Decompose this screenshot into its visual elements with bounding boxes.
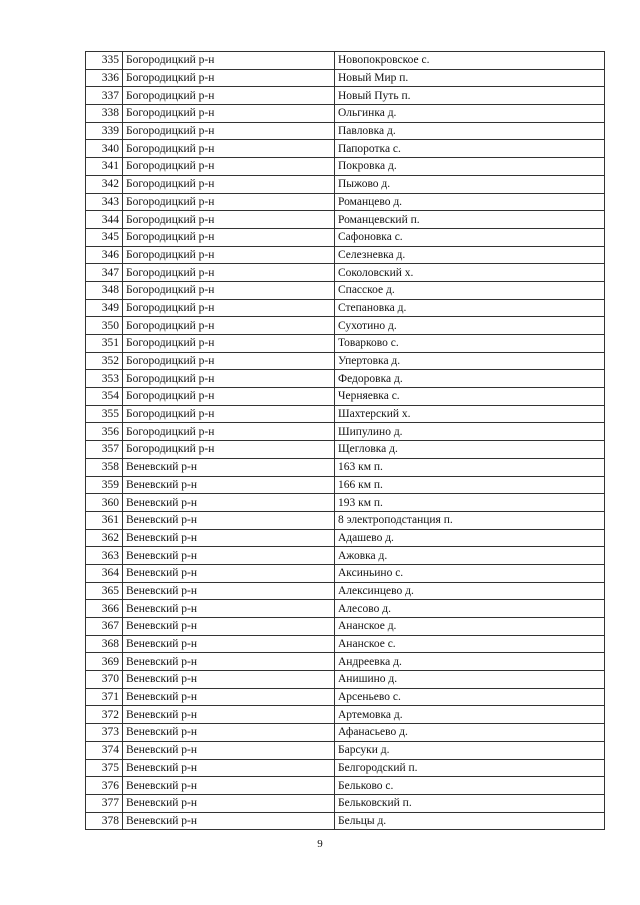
row-number-cell: 357: [86, 441, 123, 459]
district-cell: Веневский р-н: [123, 511, 335, 529]
settlement-cell: Шипулино д.: [335, 423, 605, 441]
row-number-cell: 367: [86, 618, 123, 636]
row-number-cell: 344: [86, 211, 123, 229]
row-number-cell: 364: [86, 564, 123, 582]
district-cell: Богородицкий р-н: [123, 335, 335, 353]
row-number-cell: 368: [86, 635, 123, 653]
row-number-cell: 376: [86, 777, 123, 795]
row-number-cell: 350: [86, 317, 123, 335]
row-number-cell: 361: [86, 511, 123, 529]
settlement-cell: Новопокровское с.: [335, 52, 605, 70]
district-cell: Веневский р-н: [123, 706, 335, 724]
row-number-cell: 343: [86, 193, 123, 211]
row-number-cell: 362: [86, 529, 123, 547]
settlement-cell: Бельковский п.: [335, 794, 605, 812]
settlement-cell: Артемовка д.: [335, 706, 605, 724]
settlement-cell: Новый Путь п.: [335, 87, 605, 105]
row-number-cell: 374: [86, 741, 123, 759]
settlement-cell: Алесово д.: [335, 600, 605, 618]
row-number-cell: 353: [86, 370, 123, 388]
table-row: [86, 370, 605, 388]
table-row: [86, 582, 605, 600]
district-cell: Богородицкий р-н: [123, 193, 335, 211]
table-row: [86, 193, 605, 211]
district-cell: Веневский р-н: [123, 759, 335, 777]
district-cell: Веневский р-н: [123, 476, 335, 494]
row-number-cell: 352: [86, 352, 123, 370]
district-cell: Веневский р-н: [123, 724, 335, 742]
row-number-cell: 354: [86, 388, 123, 406]
row-number-cell: 346: [86, 246, 123, 264]
settlement-cell: 166 км п.: [335, 476, 605, 494]
district-cell: Богородицкий р-н: [123, 105, 335, 123]
district-cell: Веневский р-н: [123, 582, 335, 600]
settlement-cell: Романцевский п.: [335, 211, 605, 229]
row-number-cell: 359: [86, 476, 123, 494]
settlement-cell: 193 км п.: [335, 494, 605, 512]
table-row: [86, 140, 605, 158]
settlement-cell: Сухотино д.: [335, 317, 605, 335]
district-cell: Богородицкий р-н: [123, 158, 335, 176]
row-number-cell: 378: [86, 812, 123, 830]
district-cell: Веневский р-н: [123, 618, 335, 636]
table-row: [86, 423, 605, 441]
district-cell: Богородицкий р-н: [123, 87, 335, 105]
district-cell: Веневский р-н: [123, 635, 335, 653]
district-cell: Веневский р-н: [123, 671, 335, 689]
row-number-cell: 356: [86, 423, 123, 441]
table-row: [86, 352, 605, 370]
settlement-cell: Бельково с.: [335, 777, 605, 795]
settlement-cell: Павловка д.: [335, 122, 605, 140]
row-number-cell: 365: [86, 582, 123, 600]
table-body: [86, 52, 605, 830]
table-row: [86, 317, 605, 335]
row-number-cell: 360: [86, 494, 123, 512]
district-cell: Богородицкий р-н: [123, 423, 335, 441]
district-cell: Богородицкий р-н: [123, 441, 335, 459]
row-number-cell: 372: [86, 706, 123, 724]
table-row: [86, 105, 605, 123]
district-cell: Богородицкий р-н: [123, 228, 335, 246]
row-number-cell: 336: [86, 69, 123, 87]
table-row: [86, 812, 605, 830]
district-cell: Богородицкий р-н: [123, 175, 335, 193]
row-number-cell: 371: [86, 688, 123, 706]
table-row: [86, 388, 605, 406]
settlement-cell: Романцево д.: [335, 193, 605, 211]
table-row: [86, 564, 605, 582]
table-row: [86, 741, 605, 759]
district-cell: Веневский р-н: [123, 529, 335, 547]
settlement-cell: Черняевка с.: [335, 388, 605, 406]
row-number-cell: 366: [86, 600, 123, 618]
row-number-cell: 342: [86, 175, 123, 193]
table-row: [86, 441, 605, 459]
row-number-cell: 338: [86, 105, 123, 123]
table-row: [86, 246, 605, 264]
table-row: [86, 671, 605, 689]
settlement-cell: Адашево д.: [335, 529, 605, 547]
table-row: [86, 794, 605, 812]
district-cell: Веневский р-н: [123, 653, 335, 671]
row-number-cell: 351: [86, 335, 123, 353]
district-cell: Богородицкий р-н: [123, 140, 335, 158]
row-number-cell: 349: [86, 299, 123, 317]
district-cell: Богородицкий р-н: [123, 370, 335, 388]
settlement-cell: Афанасьево д.: [335, 724, 605, 742]
settlement-cell: Ананское д.: [335, 618, 605, 636]
settlement-cell: Щегловка д.: [335, 441, 605, 459]
row-number-cell: 375: [86, 759, 123, 777]
row-number-cell: 348: [86, 281, 123, 299]
row-number-cell: 347: [86, 264, 123, 282]
row-number-cell: 345: [86, 228, 123, 246]
district-cell: Богородицкий р-н: [123, 264, 335, 282]
settlement-cell: Арсеньево с.: [335, 688, 605, 706]
table-row: [86, 158, 605, 176]
table-row: [86, 211, 605, 229]
settlement-cell: Соколовский х.: [335, 264, 605, 282]
table-row: [86, 494, 605, 512]
table-row: [86, 458, 605, 476]
table-row: [86, 405, 605, 423]
settlement-cell: Анишино д.: [335, 671, 605, 689]
table-row: [86, 724, 605, 742]
settlement-cell: 163 км п.: [335, 458, 605, 476]
page-number: 9: [317, 838, 323, 850]
table-row: [86, 547, 605, 565]
settlement-cell: Спасское д.: [335, 281, 605, 299]
district-cell: Богородицкий р-н: [123, 388, 335, 406]
table-row: [86, 281, 605, 299]
district-cell: Богородицкий р-н: [123, 405, 335, 423]
table-row: [86, 175, 605, 193]
district-cell: Богородицкий р-н: [123, 281, 335, 299]
district-cell: Богородицкий р-н: [123, 52, 335, 70]
settlement-cell: Шахтерский х.: [335, 405, 605, 423]
settlement-cell: Упертовка д.: [335, 352, 605, 370]
district-cell: Богородицкий р-н: [123, 211, 335, 229]
table-row: [86, 264, 605, 282]
row-number-cell: 377: [86, 794, 123, 812]
district-cell: Богородицкий р-н: [123, 122, 335, 140]
district-cell: Веневский р-н: [123, 547, 335, 565]
district-cell: Богородицкий р-н: [123, 352, 335, 370]
table-row: [86, 653, 605, 671]
table-row: [86, 228, 605, 246]
row-number-cell: 369: [86, 653, 123, 671]
settlement-cell: Покровка д.: [335, 158, 605, 176]
settlement-cell: Папоротка с.: [335, 140, 605, 158]
row-number-cell: 363: [86, 547, 123, 565]
settlement-cell: Товарково с.: [335, 335, 605, 353]
settlement-cell: 8 электроподстанция п.: [335, 511, 605, 529]
table-row: [86, 688, 605, 706]
district-cell: Веневский р-н: [123, 812, 335, 830]
settlement-cell: Новый Мир п.: [335, 69, 605, 87]
district-cell: Веневский р-н: [123, 564, 335, 582]
district-cell: Веневский р-н: [123, 794, 335, 812]
district-cell: Богородицкий р-н: [123, 299, 335, 317]
district-cell: Веневский р-н: [123, 494, 335, 512]
row-number-cell: 337: [86, 87, 123, 105]
district-cell: Богородицкий р-н: [123, 246, 335, 264]
settlement-cell: Белгородский п.: [335, 759, 605, 777]
settlement-cell: Сафоновка с.: [335, 228, 605, 246]
table-row: [86, 335, 605, 353]
table-row: [86, 600, 605, 618]
settlement-cell: Андреевка д.: [335, 653, 605, 671]
district-cell: Веневский р-н: [123, 777, 335, 795]
settlement-cell: Федоровка д.: [335, 370, 605, 388]
settlement-cell: Ананское с.: [335, 635, 605, 653]
settlement-cell: Ольгинка д.: [335, 105, 605, 123]
row-number-cell: 340: [86, 140, 123, 158]
row-number-cell: 339: [86, 122, 123, 140]
district-cell: Богородицкий р-н: [123, 317, 335, 335]
row-number-cell: 373: [86, 724, 123, 742]
settlement-cell: Пыжово д.: [335, 175, 605, 193]
table-row: [86, 777, 605, 795]
table-row: [86, 122, 605, 140]
settlement-cell: Селезневка д.: [335, 246, 605, 264]
table-row: [86, 635, 605, 653]
settlement-cell: Ажовка д.: [335, 547, 605, 565]
district-cell: Веневский р-н: [123, 741, 335, 759]
district-cell: Веневский р-н: [123, 688, 335, 706]
row-number-cell: 370: [86, 671, 123, 689]
row-number-cell: 335: [86, 52, 123, 70]
settlements-table: [85, 51, 605, 830]
table-row: [86, 706, 605, 724]
settlement-cell: Бельцы д.: [335, 812, 605, 830]
table-row: [86, 299, 605, 317]
district-cell: Веневский р-н: [123, 600, 335, 618]
table-row: [86, 511, 605, 529]
table-row: [86, 759, 605, 777]
table-row: [86, 529, 605, 547]
table-row: [86, 69, 605, 87]
row-number-cell: 355: [86, 405, 123, 423]
table-row: [86, 52, 605, 70]
settlement-cell: Алексинцево д.: [335, 582, 605, 600]
district-cell: Веневский р-н: [123, 458, 335, 476]
table-row: [86, 618, 605, 636]
settlement-cell: Аксиньино с.: [335, 564, 605, 582]
row-number-cell: 358: [86, 458, 123, 476]
settlement-cell: Степановка д.: [335, 299, 605, 317]
settlement-cell: Барсуки д.: [335, 741, 605, 759]
row-number-cell: 341: [86, 158, 123, 176]
table-row: [86, 87, 605, 105]
table-row: [86, 476, 605, 494]
district-cell: Богородицкий р-н: [123, 69, 335, 87]
